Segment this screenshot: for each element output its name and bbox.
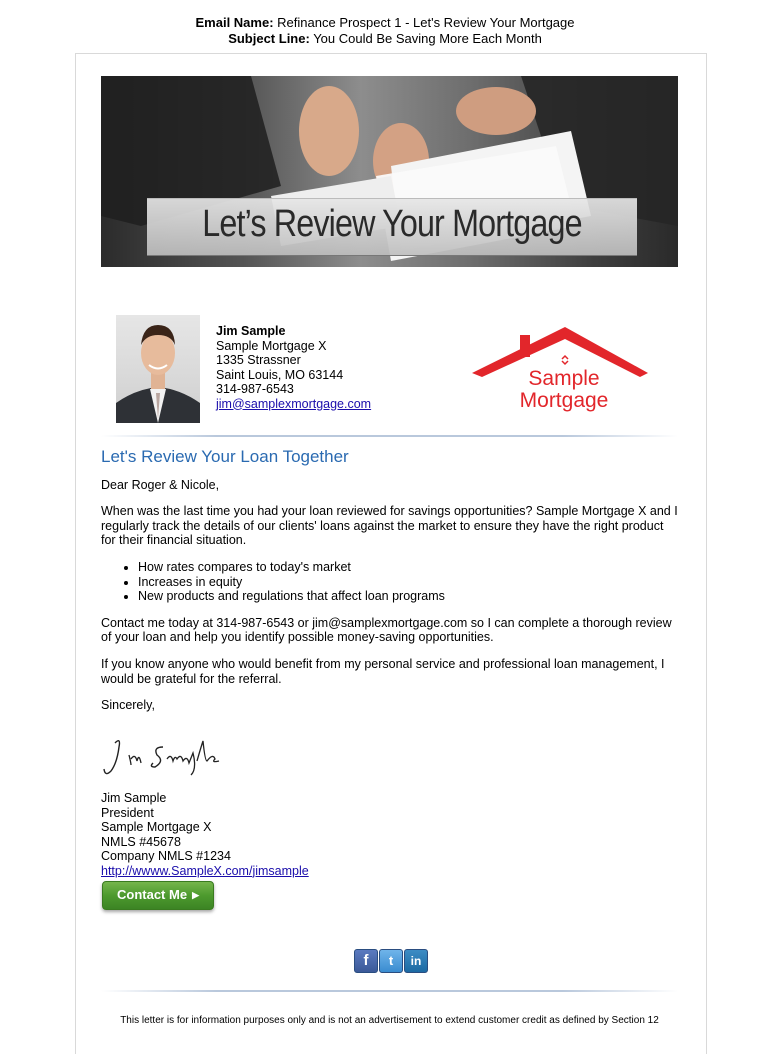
subject-value: You Could Be Saving More Each Month	[313, 31, 542, 46]
disclaimer: This letter is for information purposes only and is not an advertisement to extend customer credit as defined by Section 12	[120, 1015, 659, 1026]
contact-name: Jim Sample	[216, 324, 286, 338]
list-item: • How rates compares to today's market	[138, 560, 681, 575]
logo-line2: Mortgage	[519, 389, 609, 412]
banner-title: Let’s Review Your Mortgage	[202, 203, 582, 245]
email-name-line	[0, 15, 770, 30]
contact-me-button[interactable]	[102, 881, 214, 910]
letter-body	[101, 447, 681, 725]
linkedin-icon[interactable]: in	[404, 949, 428, 973]
paragraph-1: When was the last time you had your loan reviewed for savings opportunities? Sample Mortgage X and I regularly track the details of our clients' loans against the market to ensure they have the right product for their financial situation.	[101, 504, 678, 548]
sig-name: Jim Sample	[101, 791, 167, 805]
avatar	[116, 315, 200, 423]
paragraph-2: Contact me today at 314-987-6543 or jim@samplexmortgage.com so I can complete a thorough review of your loan and help you identify possible money-saving opportunities.	[101, 615, 672, 645]
divider	[101, 435, 678, 437]
social-links	[354, 949, 428, 973]
list-item: • Increases in equity	[138, 575, 681, 590]
sig-company-nmls: Company NMLS #1234	[101, 849, 231, 863]
signature-block	[101, 791, 309, 878]
contact-city: Saint Louis, MO 63144	[216, 367, 344, 382]
logo-line1: Sample	[528, 367, 600, 390]
contact-me-label: Contact Me	[117, 887, 188, 902]
closing: Sincerely,	[101, 698, 155, 713]
subject-label: Subject Line:	[228, 31, 310, 46]
contact-phone: 314-987-6543	[216, 382, 294, 396]
paragraph-3: If you know anyone who would benefit from my personal service and professional loan management, I would be grateful for the referral.	[101, 656, 665, 686]
facebook-icon[interactable]: f	[354, 949, 378, 973]
greeting: Dear Roger & Nicole,	[101, 477, 220, 492]
bullet-list	[101, 560, 681, 604]
sig-title: President	[101, 805, 154, 820]
email-name-value: Refinance Prospect 1 - Let's Review Your Mortgage	[277, 15, 575, 30]
contact-info	[216, 324, 371, 411]
contact-street: 1335 Strassner	[216, 353, 301, 367]
company-logo	[470, 325, 650, 415]
sig-company: Sample Mortgage X	[101, 820, 212, 834]
sig-nmls: NMLS #45678	[101, 834, 181, 849]
play-arrow-icon: ▶	[192, 890, 199, 900]
subject-line	[0, 31, 770, 46]
letter-heading: Let's Review Your Loan Together	[101, 447, 349, 466]
footer-divider	[101, 990, 678, 992]
banner-title-strip	[147, 198, 637, 256]
signature-image	[101, 733, 231, 783]
handwritten-signature	[101, 733, 231, 783]
website-link[interactable]: http://wwww.SampleX.com/jimsample	[101, 863, 309, 878]
twitter-icon[interactable]: t	[379, 949, 403, 973]
list-item: • New products and regulations that affect loan programs	[138, 589, 681, 604]
contact-email-link[interactable]: jim@samplexmortgage.com	[216, 396, 372, 411]
agent-photo	[116, 315, 200, 423]
email-name-label: Email Name:	[195, 15, 274, 30]
banner-image	[101, 76, 678, 267]
house-logo-icon	[470, 325, 650, 415]
contact-company: Sample Mortgage X	[216, 338, 327, 353]
